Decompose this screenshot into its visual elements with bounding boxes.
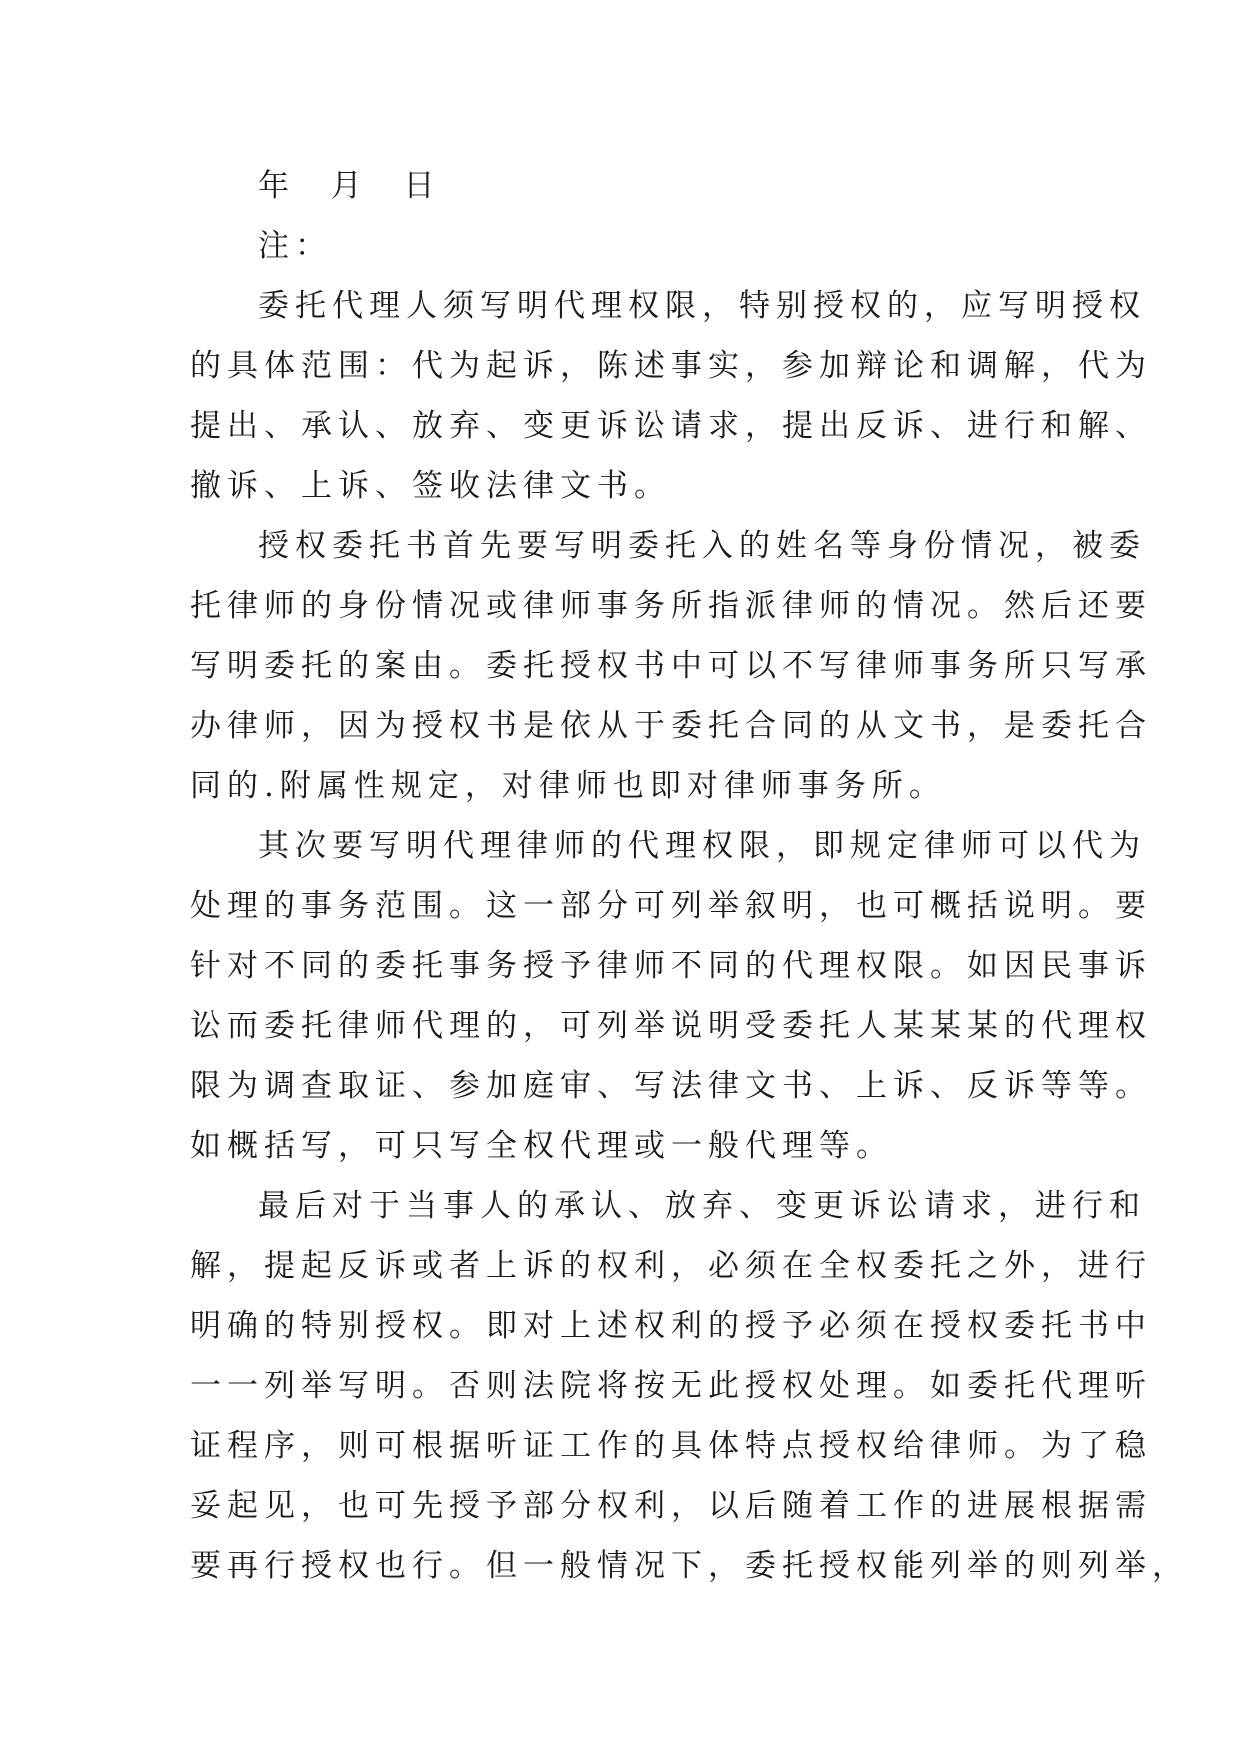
paragraph-4-line-5: 证程序，则可根据听证工作的具体特点授权给律师。为了稳 xyxy=(190,1428,1152,1464)
paragraph-3-line-2: 处理的事务范围。这一部分可列举叙明，也可概括说明。要 xyxy=(190,888,1152,924)
paragraph-2-line-5: 同的.附属性规定，对律师也即对律师事务所。 xyxy=(190,768,946,804)
paragraph-4-line-7: 要再行授权也行。但一般情况下，委托授权能列举的则列举， xyxy=(190,1548,1189,1584)
paragraph-4-line-6: 妥起见，也可先授予部分权利，以后随着工作的进展根据需 xyxy=(190,1488,1152,1524)
paragraph-4-line-3: 明确的特别授权。即对上述权利的授予必须在授权委托书中 xyxy=(190,1308,1152,1344)
paragraph-2-line-4: 办律师，因为授权书是依从于委托合同的从文书，是委托合 xyxy=(190,708,1152,744)
date-line xyxy=(258,158,1138,214)
paragraph-3-line-4: 讼而委托律师代理的，可列举说明受委托人某某某的代理权 xyxy=(190,1008,1152,1044)
date-day: 日 xyxy=(403,168,435,204)
paragraph-2-line-2: 托律师的身份情况或律师事务所指派律师的情况。然后还要 xyxy=(190,588,1152,624)
date-year: 年 xyxy=(258,168,289,204)
date-month: 月 xyxy=(330,168,362,204)
paragraph-2-line-1: 授权委托书首先要写明委托入的姓名等身份情况，被委 xyxy=(258,528,1146,564)
paragraph-2-line-3: 写明委托的案由。委托授权书中可以不写律师事务所只写承 xyxy=(190,648,1152,684)
paragraph-1-line-2: 的具体范围：代为起诉，陈述事实，参加辩论和调解，代为 xyxy=(190,348,1152,384)
paragraph-4-line-2: 解，提起反诉或者上诉的权利，必须在全权委托之外，进行 xyxy=(190,1248,1152,1284)
paragraph-1-line-3: 提出、承认、放弃、变更诉讼请求，提出反诉、进行和解、 xyxy=(190,408,1152,444)
paragraph-3-line-3: 针对不同的委托事务授予律师不同的代理权限。如因民事诉 xyxy=(190,948,1152,984)
paragraph-4-line-4: 一一列举写明。否则法院将按无此授权处理。如委托代理听 xyxy=(190,1368,1152,1404)
paragraph-3-line-1: 其次要写明代理律师的代理权限，即规定律师可以代为 xyxy=(258,828,1146,864)
paragraph-1-line-4: 撤诉、上诉、签收法律文书。 xyxy=(190,468,671,504)
note-label: 注： xyxy=(258,228,332,264)
paragraph-3-line-6: 如概括写，可只写全权代理或一般代理等。 xyxy=(190,1128,893,1164)
paragraph-3-line-5: 限为调查取证、参加庭审、写法律文书、上诉、反诉等等。 xyxy=(190,1068,1152,1104)
paragraph-4-line-1: 最后对于当事人的承认、放弃、变更诉讼请求，进行和 xyxy=(258,1188,1146,1224)
paragraph-1-line-1: 委托代理人须写明代理权限，特别授权的，应写明授权 xyxy=(258,288,1146,324)
